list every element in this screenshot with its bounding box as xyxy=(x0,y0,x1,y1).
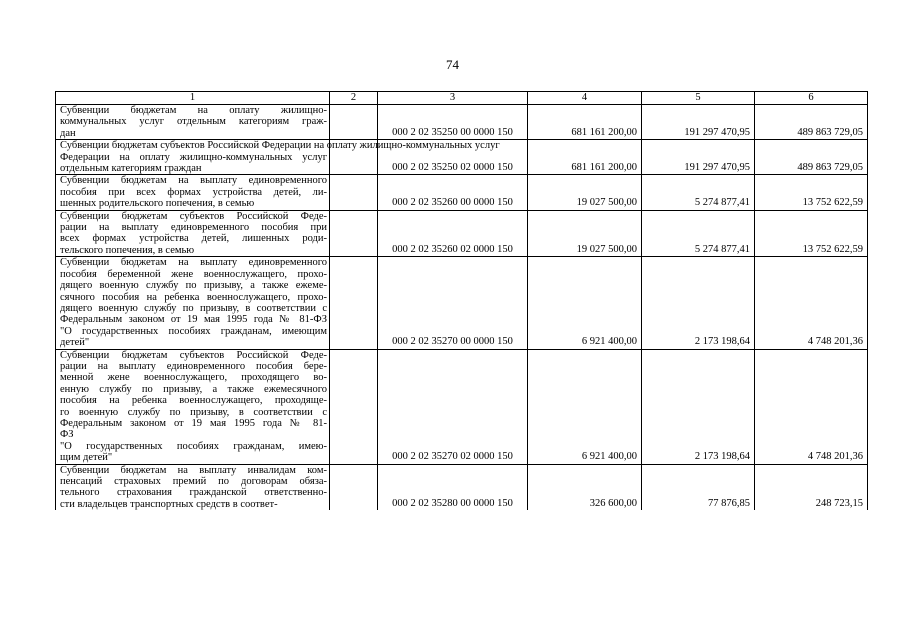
row-value-remaining: 13 752 622,59 xyxy=(755,210,868,257)
description-line: пособия при всех формах устройства детей, ли- xyxy=(60,186,327,198)
row-description xyxy=(56,257,330,349)
row-description xyxy=(56,349,330,464)
row-value-executed: 191 297 470,95 xyxy=(642,105,755,140)
row-description xyxy=(56,464,330,510)
description-line: пенсаций страховых премий по договорам обяза- xyxy=(60,476,327,487)
description-line: дящего военную службу по призыву, в соответствии с xyxy=(60,302,327,314)
row-value-executed: 77 876,85 xyxy=(642,464,755,510)
row-classification-code: 000 2 02 35270 00 0000 150 xyxy=(378,257,528,349)
row-description xyxy=(56,175,330,210)
row-classification-code: 000 2 02 35250 00 0000 150 xyxy=(378,105,528,140)
row-classification-code: 000 2 02 35260 00 0000 150 xyxy=(378,175,528,210)
description-line: Субвенции бюджетам на выплату единовременного xyxy=(60,257,327,269)
row-value-executed: 2 173 198,64 xyxy=(642,257,755,349)
column-header: 1 xyxy=(56,92,330,105)
row-value-remaining: 489 863 729,05 xyxy=(755,140,868,175)
description-line: пособия на ребенка военнослужащего, проходяще- xyxy=(60,395,327,407)
row-value-remaining: 248 723,15 xyxy=(755,464,868,510)
description-line: енную службу по призыву, а также ежемесячного xyxy=(60,383,327,395)
row-column-2 xyxy=(330,210,378,257)
description-line: ФЗ xyxy=(60,429,74,441)
column-header: 3 xyxy=(378,92,528,105)
table-row xyxy=(56,464,868,510)
description-line: щим детей" xyxy=(60,452,113,464)
description-line: сячного пособия на ребенка военнослужащего, прохо- xyxy=(60,291,327,303)
row-classification-code: 000 2 02 35260 02 0000 150 xyxy=(378,210,528,257)
row-classification-code: 000 2 02 35280 00 0000 150 xyxy=(378,464,528,510)
row-classification-code: 000 2 02 35270 02 0000 150 xyxy=(378,349,528,464)
table-row xyxy=(56,349,868,464)
row-description xyxy=(56,210,330,257)
description-line: рации на выплату единовременного пособия при xyxy=(60,222,327,234)
description-line: шенных родительского попечения, в семью xyxy=(60,198,255,210)
row-description xyxy=(56,105,330,140)
row-value-approved: 19 027 500,00 xyxy=(528,210,642,257)
description-line: Субвенции бюджетам на оплату жилищно- xyxy=(60,105,327,116)
row-value-executed: 5 274 877,41 xyxy=(642,175,755,210)
description-line: Субвенции бюджетам на выплату инвалидам ком- xyxy=(60,464,327,476)
row-classification-code: 000 2 02 35250 02 0000 150 xyxy=(378,140,528,175)
row-value-approved: 326 600,00 xyxy=(528,464,642,510)
row-value-executed: 5 274 877,41 xyxy=(642,210,755,257)
row-value-approved: 6 921 400,00 xyxy=(528,349,642,464)
description-line: коммунальных услуг отдельным категориям граж- xyxy=(60,116,327,128)
table-row xyxy=(56,105,868,140)
row-value-executed: 191 297 470,95 xyxy=(642,140,755,175)
row-column-2 xyxy=(330,175,378,210)
description-line: го военную службу по призыву, в соответствии с xyxy=(60,406,327,418)
row-value-executed: 2 173 198,64 xyxy=(642,349,755,464)
description-line: "О государственных пособиях гражданам, имею- xyxy=(60,440,327,452)
description-line: Федеральным законом от 19 мая 1995 года № 81-ФЗ xyxy=(60,314,327,326)
column-header: 4 xyxy=(528,92,642,105)
row-value-approved: 681 161 200,00 xyxy=(528,140,642,175)
row-value-approved: 6 921 400,00 xyxy=(528,257,642,349)
description-line: отдельным категориям граждан xyxy=(60,163,202,175)
row-value-approved: 19 027 500,00 xyxy=(528,175,642,210)
description-line: сти владельцев транспортных средств в соответ- xyxy=(60,498,278,510)
column-header: 5 xyxy=(642,92,755,105)
row-column-2 xyxy=(330,464,378,510)
budget-table xyxy=(55,91,868,510)
description-line: Субвенции бюджетам субъектов Российской Феде- xyxy=(60,349,327,361)
row-column-2 xyxy=(330,257,378,349)
table-row xyxy=(56,210,868,257)
description-line: "О государственных пособиях гражданам, имеющим xyxy=(60,325,327,337)
page-number: 74 xyxy=(446,57,459,72)
table-row xyxy=(56,257,868,349)
row-value-remaining: 4 748 201,36 xyxy=(755,349,868,464)
row-value-remaining: 489 863 729,05 xyxy=(755,105,868,140)
table-row xyxy=(56,140,868,175)
row-column-2 xyxy=(330,105,378,140)
row-value-remaining: 4 748 201,36 xyxy=(755,257,868,349)
description-line: всех формах устройства детей, лишенных роди- xyxy=(60,233,327,245)
description-line: тельского попечения, в семью xyxy=(60,244,195,256)
table-row xyxy=(56,175,868,210)
column-header: 6 xyxy=(755,92,868,105)
description-line: детей" xyxy=(60,337,90,349)
description-line: дан xyxy=(60,127,76,139)
description-line: менной жене военнослужащего, проходящего во- xyxy=(60,372,327,384)
description-line: Федеральным законом от 19 мая 1995 года № 81- xyxy=(60,417,327,429)
description-line: тельного страхования гражданской ответственно- xyxy=(60,487,327,499)
description-line: Федерации на оплату жилищно-коммунальных услуг xyxy=(60,151,327,163)
description-line: пособия беременной жене военнослужащего, прохо- xyxy=(60,268,327,280)
description-line: рации на выплату единовременного пособия бере- xyxy=(60,360,327,372)
description-line: Субвенции бюджетам субъектов Российской Феде- xyxy=(60,210,327,222)
row-column-2 xyxy=(330,349,378,464)
description-line: Субвенции бюджетам на выплату единовременного xyxy=(60,175,327,187)
description-line: дящего военную службу по призыву, а также ежеме- xyxy=(60,280,327,292)
description-line: Субвенции бюджетам субъектов Российской Федерации на оплату жилищно-коммунальных услуг xyxy=(60,140,500,152)
row-value-approved: 681 161 200,00 xyxy=(528,105,642,140)
row-value-remaining: 13 752 622,59 xyxy=(755,175,868,210)
column-header: 2 xyxy=(330,92,378,105)
table-header-row xyxy=(56,92,868,105)
